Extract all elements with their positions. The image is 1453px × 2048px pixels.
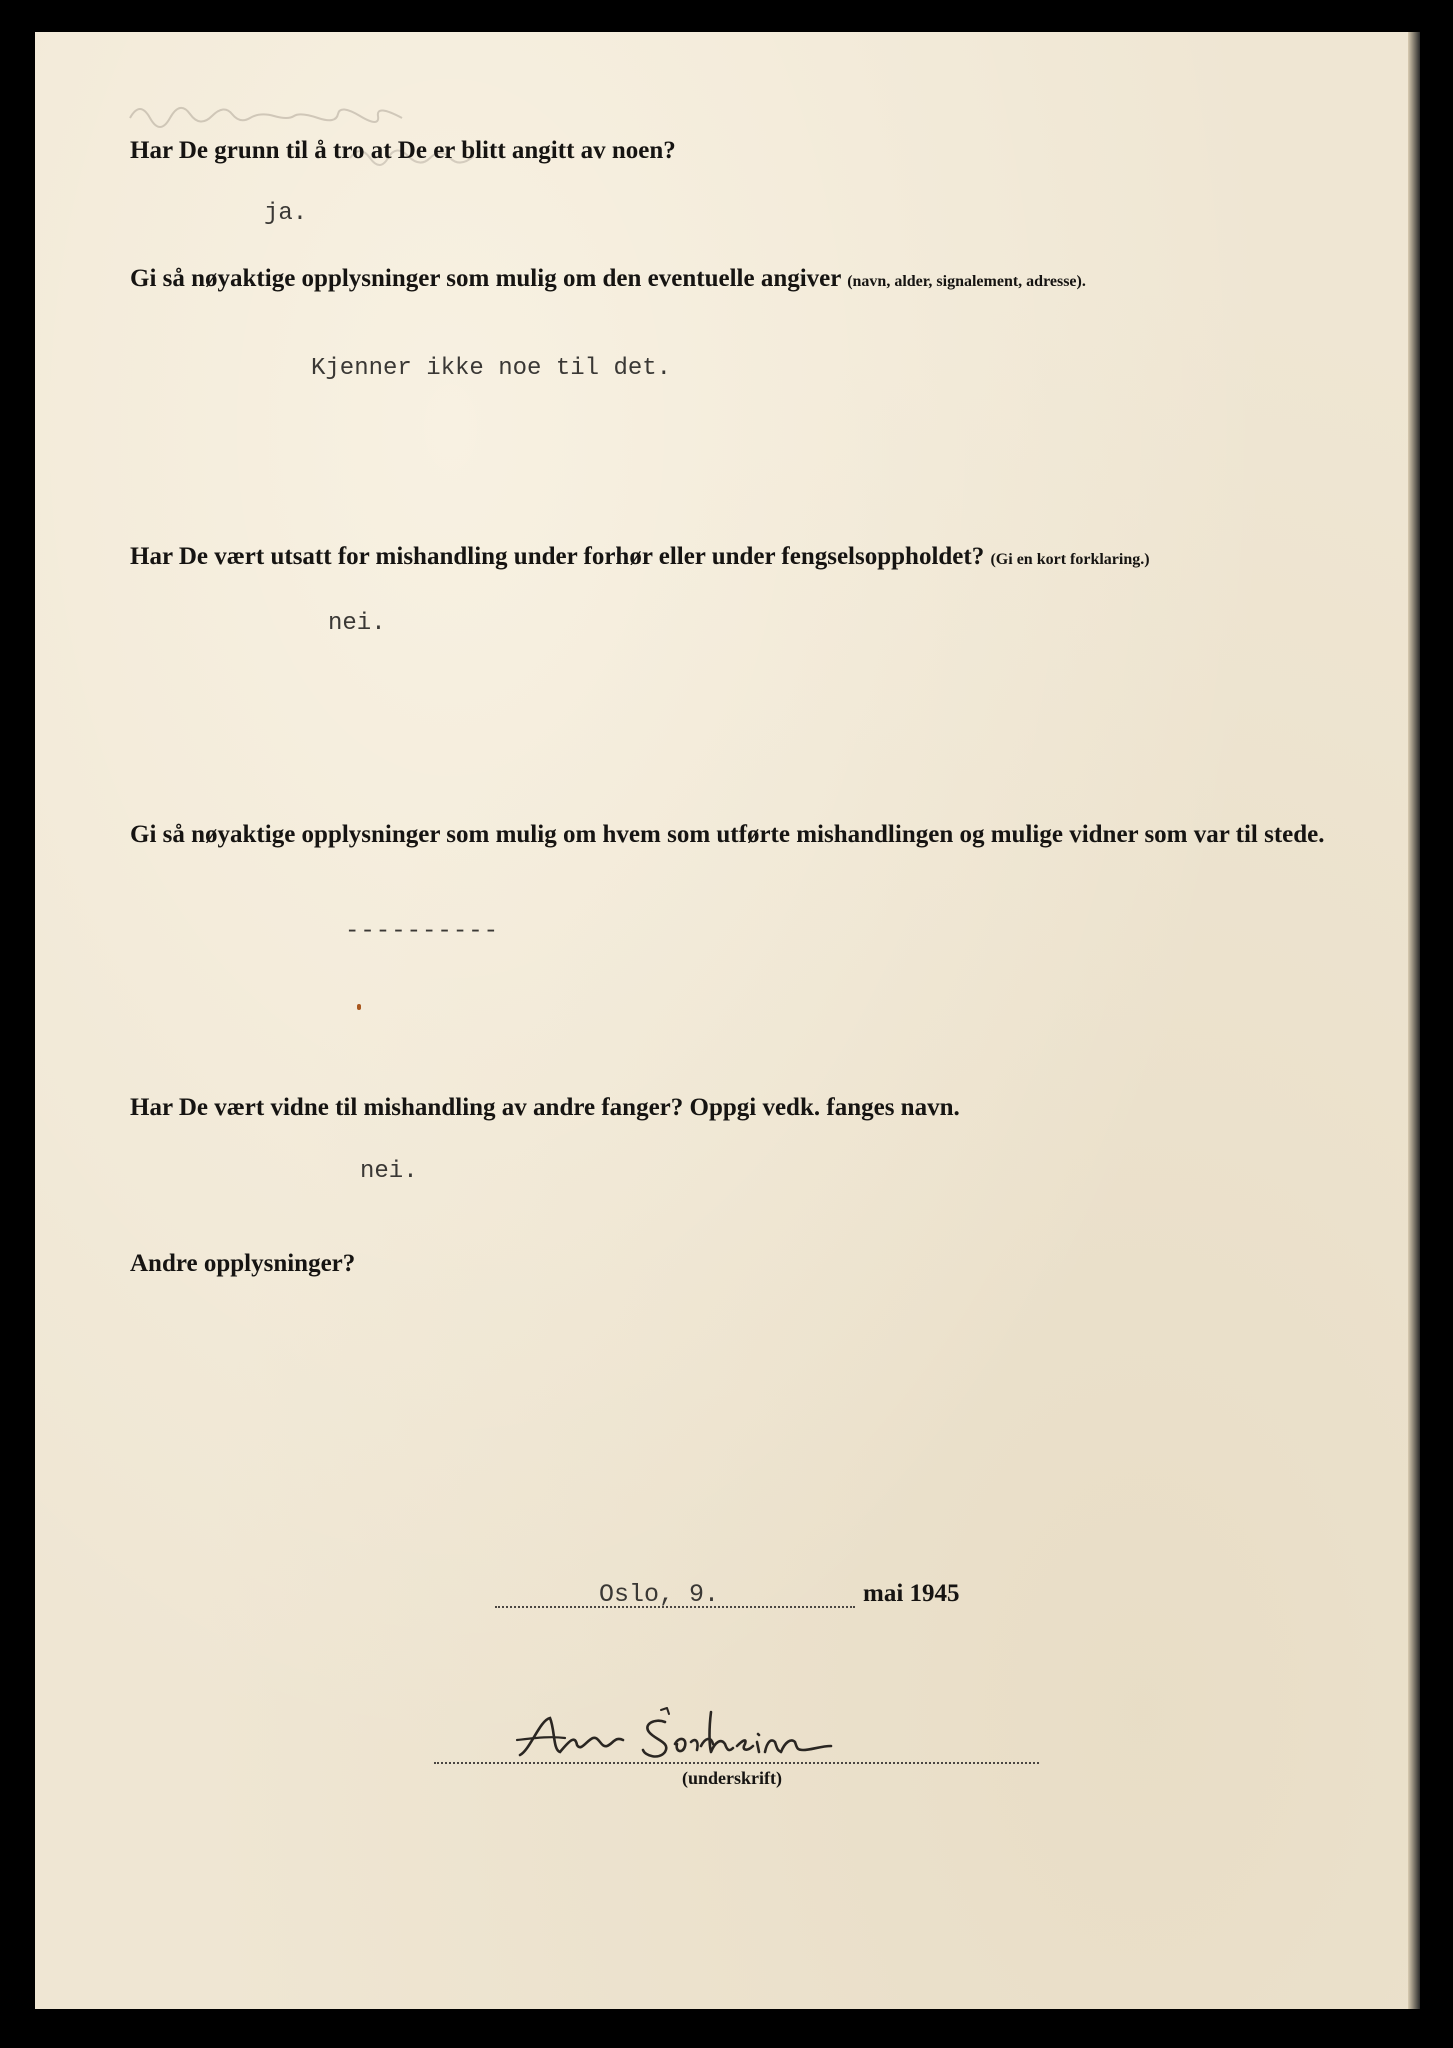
question-mistreatment-note: (Gi en kort forklaring.) [990,551,1150,568]
answer-informer-details: Kjenner ikke noe til det. [311,355,672,382]
question-perpetrators-witnesses: Gi så nøyaktige opplysninger som mulig om hvem som utførte mishandlingen og mulige vidner som var til stede. [130,821,1325,848]
month-year-label: mai 1945 [863,1580,960,1607]
question-denounced: Har De grunn til å tro at De er blitt angitt av noen? [130,137,676,164]
signature-dotted-line [434,1762,1039,1764]
question-witnessed-others: Har De vært vidne til mishandling av andre fanger? Oppgi vedk. fanges navn. [130,1094,960,1121]
question-other-information: Andre opplysninger? [130,1250,356,1277]
question-informer-note: (navn, alder, signalement, adresse). [847,273,1086,290]
question-informer-main: Gi så nøyaktige opplysninger som mulig om den eventuelle angiver [130,265,841,292]
paper-edge-shadow [1408,32,1420,2009]
paper-speck [357,1004,361,1010]
place-date-value: Oslo, 9. [599,1580,720,1609]
answer-perpetrators-witnesses: ---------- [345,918,500,945]
question-mistreatment-main: Har De vært utsatt for mishandling under forhør eller under fengselsoppholdet? [130,543,985,570]
question-informer-details [130,265,1086,293]
answer-denounced: ja. [264,200,308,227]
answer-witnessed-others: nei. [360,1158,418,1185]
place-date-row [495,1582,1015,1614]
answer-mistreatment: nei. [328,610,386,637]
handwritten-signature [515,1700,855,1770]
question-mistreatment [130,543,1150,571]
signature-caption: (underskrift) [682,1768,782,1788]
